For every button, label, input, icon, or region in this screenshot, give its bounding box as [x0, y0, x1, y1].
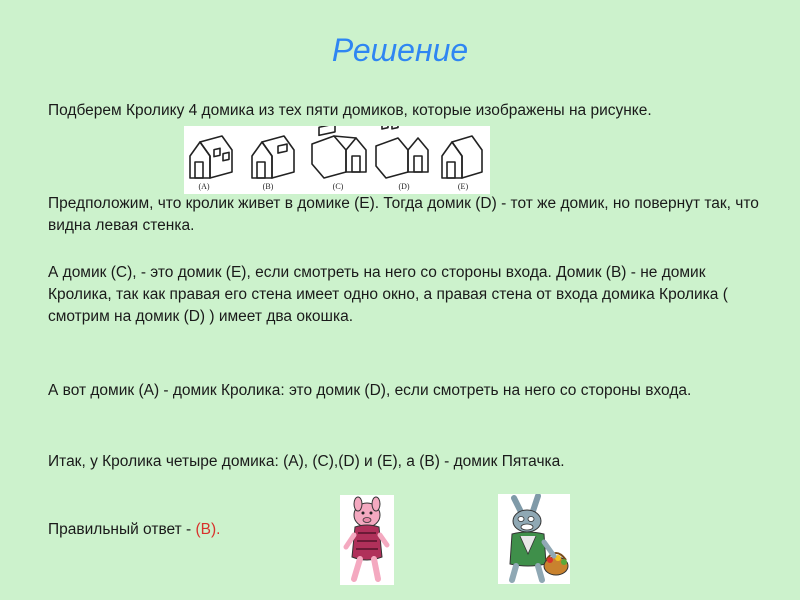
answer-value: (В).: [195, 521, 221, 538]
house-label-d: (D): [398, 182, 410, 191]
houses-drawing: [184, 126, 490, 194]
house-d-drawing: [376, 126, 428, 178]
house-label-c: (C): [332, 182, 344, 191]
house-label-e: (E): [457, 182, 469, 191]
house-c-paragraph: А домик (C), - это домик (E), если смотреть на него со стороны входа. Домик (B) - не домик Кролика, так как правая его стена имеет одно окно, а правая стена от входа домика Кролика ( смотрим на домик (D) ) имеет два окошка.: [48, 264, 728, 325]
house-c-drawing: [312, 126, 366, 178]
house-label-b: (B): [262, 182, 274, 191]
answer-paragraph: [48, 519, 768, 541]
house-label-a: (A): [198, 182, 210, 191]
house-e-drawing: [442, 126, 482, 178]
house-a-drawing: [190, 136, 232, 178]
page-title: Решение: [331, 32, 469, 68]
conclusion-paragraph: Итак, у Кролика четыре домика: (A), (C),(D) и (E), а (B) - домик Пятачка.: [48, 453, 565, 470]
rabbit-illustration: [498, 494, 570, 584]
houses-figure: [184, 126, 490, 194]
piglet-illustration: [340, 495, 394, 585]
answer-prefix: Правильный ответ -: [48, 521, 196, 538]
house-a-paragraph: А вот домик (А) - домик Кролика: это домик (D), если смотреть на него со стороны входа.: [48, 382, 692, 399]
intro-paragraph: Подберем Кролику 4 домика из тех пяти домиков, которые изображены на рисунке.: [48, 102, 652, 119]
house-b-drawing: [252, 136, 294, 178]
suppose-paragraph: Предположим, что кролик живет в домике (E). Тогда домик (D) - тот же домик, но повернут так, что видна левая стенка.: [48, 195, 759, 234]
